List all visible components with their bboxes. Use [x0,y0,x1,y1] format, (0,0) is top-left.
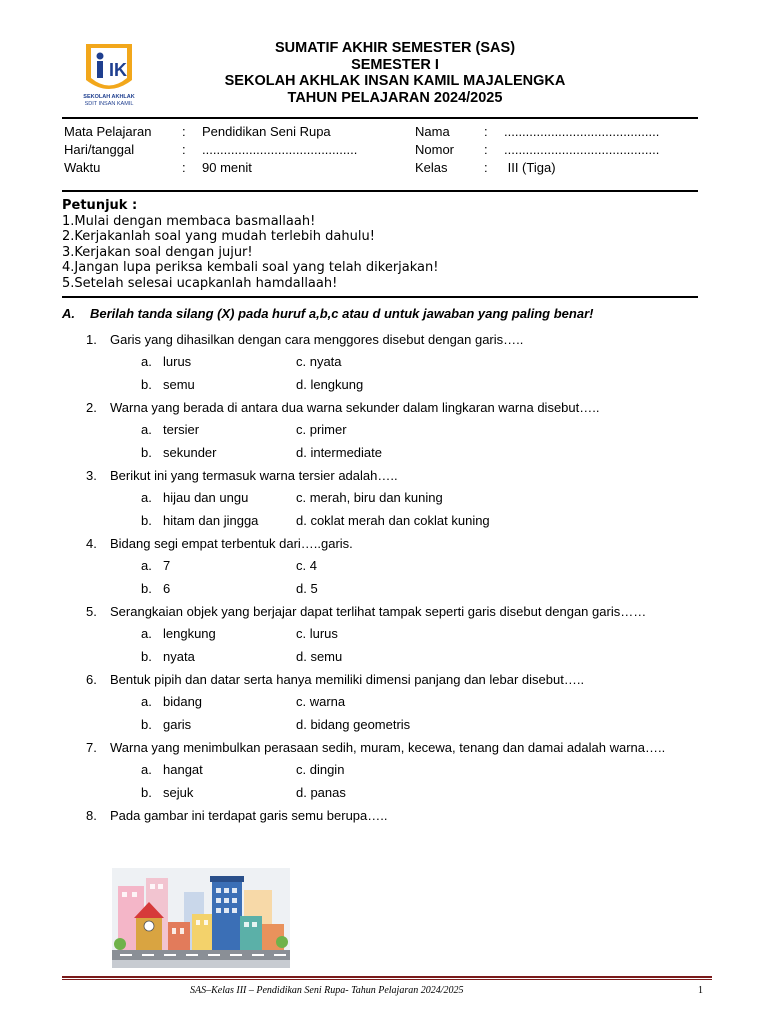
question-number: 5. [86,604,97,619]
footer-rule-thin [62,979,712,980]
option-letter: a. [141,762,152,777]
option-letter: b. [141,512,152,528]
exam-header [150,40,640,106]
info-row-date [62,142,698,160]
option-c[interactable]: c. primer [296,422,347,437]
option-b[interactable] [141,374,195,397]
instruction-item: 2.Kerjakanlah soal yang mudah terlebih dahulu! [62,229,375,244]
option-text: 7 [163,558,171,573]
option-c[interactable]: c. 4 [296,558,317,573]
option-text: sekunder [163,444,217,460]
logo-line2: SDIT INSAN KAMIL [84,101,134,107]
colon: : [182,160,186,175]
instruction-item: 1.Mulai dengan membaca basmallaah! [62,213,316,229]
info-divider [62,190,698,192]
info-row-subject [62,124,698,142]
option-letter: a. [141,422,152,437]
option-d[interactable]: d. 5 [296,580,318,596]
option-text: garis [163,716,192,732]
question-number: 3. [86,468,97,483]
question-number: 7. [86,740,97,755]
option-letter: a. [141,626,152,641]
option-d[interactable]: d. bidang geometris [296,716,411,732]
option-text: lurus [163,354,192,369]
label-number: Nomor [415,142,455,157]
value-date[interactable]: ........................................... [202,142,358,157]
value-number[interactable]: ........................................... [504,142,660,157]
instruction-item: 3.Kerjakan soal dengan jujur! [62,244,253,260]
footer-rule [62,976,712,978]
question-text: Warna yang menimbulkan perasaan sedih, muram, kecewa, tenang dan damai adalah warna….. [110,740,666,755]
option-letter: a. [141,694,152,709]
label-time: Waktu [64,160,101,175]
option-c[interactable]: c. merah, biru dan kuning [296,490,443,505]
question-text: Bidang segi empat terbentuk dari…..garis. [110,536,353,551]
page-number: 1 [698,985,703,996]
value-subject: Pendidikan Seni Rupa [202,124,331,139]
option-b[interactable] [141,578,170,601]
label-class: Kelas [415,160,448,175]
option-b[interactable] [141,714,191,737]
option-text: bidang [163,694,203,709]
value-class: III (Tiga) [504,160,556,175]
option-letter: b. [141,580,152,596]
section-instruction: Berilah tanda silang (X) pada huruf a,b,c atau d untuk jawaban yang paling benar! [90,306,594,321]
header-line1: SUMATIF AKHIR SEMESTER (SAS) [274,40,516,56]
option-c[interactable]: c. nyata [296,354,342,369]
option-a[interactable] [141,555,170,578]
question-7 [86,736,706,804]
option-c[interactable]: c. dingin [296,762,345,777]
city-illustration [112,868,290,968]
option-text: semu [163,376,195,392]
question-list [86,328,706,827]
option-letter: a. [141,490,152,505]
option-text: lengkung [163,626,216,641]
header-divider [62,117,698,119]
option-d[interactable]: d. coklat merah dan coklat kuning [296,512,490,528]
instruction-item: 4.Jangan lupa periksa kembali soal yang telah dikerjakan! [62,260,439,275]
option-letter: b. [141,444,152,460]
colon: : [182,124,186,139]
section-letter: A. [62,306,75,321]
option-text: hijau dan ungu [163,490,249,505]
header-line3: SEKOLAH AKHLAK INSAN KAMIL MAJALENGKA [224,73,566,89]
option-d[interactable]: d. intermediate [296,444,382,460]
question-6 [86,668,706,736]
question-number: 2. [86,400,97,415]
label-name: Nama [415,124,450,139]
value-time: 90 menit [202,160,252,175]
option-text: hangat [163,762,203,777]
option-b[interactable] [141,442,216,465]
question-3 [86,464,706,532]
label-subject: Mata Pelajaran [64,124,152,139]
question-text: Pada gambar ini terdapat garis semu berupa….. [110,808,388,823]
option-b[interactable] [141,510,258,533]
colon: : [182,142,186,157]
question-1 [86,328,706,396]
colon: : [484,160,488,175]
option-a[interactable] [141,623,216,646]
question-text: Serangkaian objek yang berjajar dapat terlihat tampak seperti garis disebut dengan garis…… [110,604,647,619]
logo-line1: SEKOLAH AKHLAK [83,94,135,100]
instructions-divider [62,296,698,298]
option-c[interactable]: c. warna [296,694,346,709]
option-d[interactable]: d. panas [296,784,346,800]
question-2 [86,396,706,464]
option-b[interactable] [141,646,195,669]
student-info [62,124,698,178]
option-letter: a. [141,558,152,573]
option-text: 6 [163,580,171,596]
option-a[interactable] [141,691,202,714]
question-text: Warna yang berada di antara dua warna sekunder dalam lingkaran warna disebut….. [110,400,600,415]
header-line4: TAHUN PELAJARAN 2024/2025 [287,89,503,106]
instructions [62,198,438,291]
question-8 [86,804,706,827]
footer-text: SAS–Kelas III – Pendidikan Seni Rupa- Tahun Pelajaran 2024/2025 [190,985,464,996]
logo-mark: IK [109,60,127,80]
question-text: Berikut ini yang termasuk warna tersier adalah….. [110,468,398,483]
option-d[interactable]: d. semu [296,648,343,664]
option-c[interactable]: c. lurus [296,626,338,641]
question-number: 4. [86,536,97,551]
question-text: Garis yang dihasilkan dengan cara menggores disebut dengan garis….. [110,332,524,347]
option-text: hitam dan jingga [163,512,259,528]
label-date: Hari/tanggal [64,142,135,157]
option-letter: b. [141,784,152,800]
question-number: 8. [86,808,97,823]
option-letter: b. [141,376,152,392]
question-number: 1. [86,332,97,347]
colon: : [484,142,488,157]
option-a[interactable] [141,351,191,374]
section-a-heading [62,306,593,321]
info-row-time [62,160,698,178]
value-name[interactable]: ........................................... [504,124,660,139]
option-a[interactable] [141,419,199,442]
header-line2: SEMESTER I [351,56,439,73]
school-logo [78,40,140,118]
question-number: 6. [86,672,97,687]
instructions-title: Petunjuk : [62,198,138,213]
option-letter: a. [141,354,152,369]
instruction-item: 5.Setelah selesai ucapkanlah hamdallaah! [62,275,338,291]
question-4 [86,532,706,600]
option-a[interactable] [141,487,248,510]
option-text: nyata [163,648,195,664]
question-text: Bentuk pipih dan datar serta hanya memiliki dimensi panjang dan lebar disebut….. [110,672,585,687]
option-b[interactable] [141,782,193,805]
question-5 [86,600,706,668]
option-letter: b. [141,648,152,664]
option-text: tersier [163,422,200,437]
colon: : [484,124,488,139]
option-a[interactable] [141,759,203,782]
option-d[interactable]: d. lengkung [296,376,364,392]
option-text: sejuk [163,784,194,800]
option-letter: b. [141,716,152,732]
